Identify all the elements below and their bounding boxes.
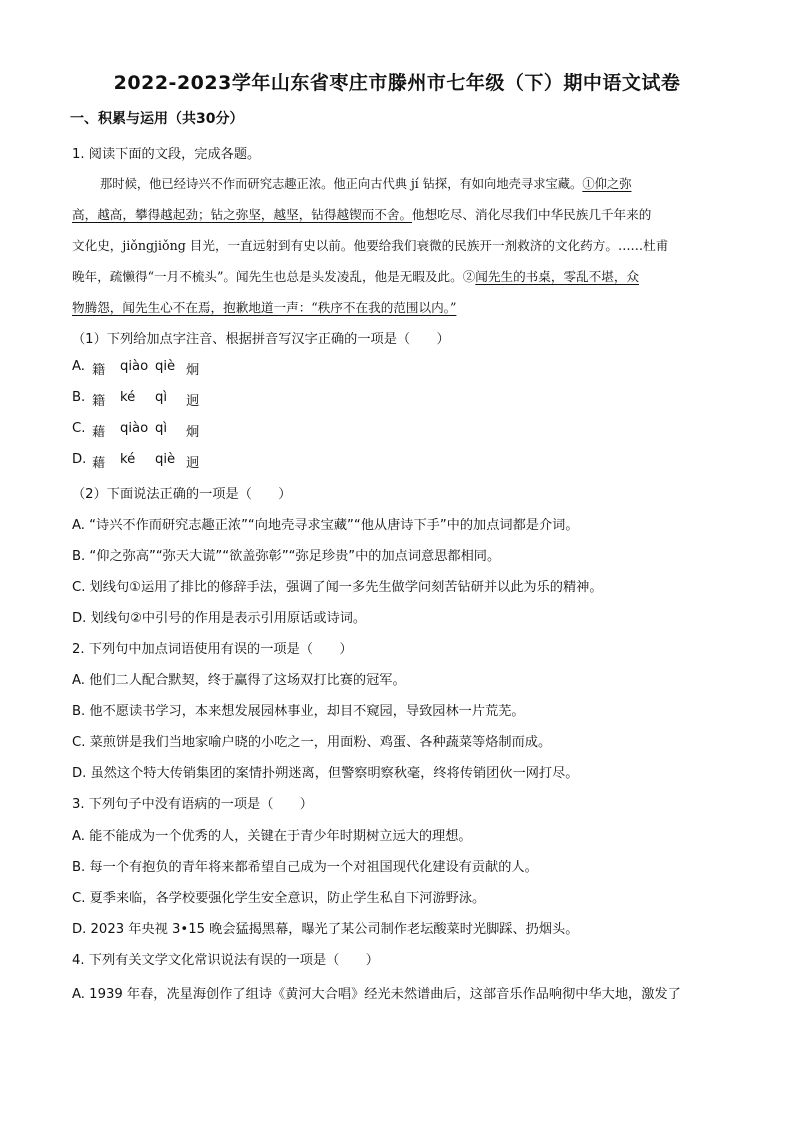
option-item: qì — [155, 390, 168, 405]
question-4-stem: 4. 下列有关文学文化常识说法有误的一项是（ ） — [72, 953, 379, 968]
option-letter: C. — [72, 421, 86, 436]
option-item: 迥 — [186, 394, 200, 409]
q2-option-b: B. 他不愿读书学习，本来想发展园林事业，却目不窥园，导致园林一片荒芜。 — [72, 704, 525, 719]
page-title: 2022-2023学年山东省枣庄市滕州市七年级（下）期中语文试卷 — [113, 72, 681, 94]
sub2-option-c: C. 划线句①运用了排比的修辞手法，强调了闻一多先生做学问刻苦钻研并以此为乐的精神。 — [72, 580, 603, 595]
option-item: qì — [155, 421, 168, 436]
underlined-sentence-1-cont: 高，越高，攀得越起劲；钻之弥坚，越坚，钻得越锲而不舍。 — [72, 207, 413, 222]
underlined-sentence-2-cont: 物腾怨，闻先生心不在焉，抱歉地道一声：“秩序不在我的范围以内。” — [72, 300, 457, 315]
option-letter: B. — [72, 390, 86, 405]
section-heading: 一、积累与运用（共30分） — [70, 111, 244, 127]
option-item: 炯 — [186, 425, 200, 440]
q2-option-a: A. 他们二人配合默契，终于赢得了这场双打比赛的冠军。 — [72, 673, 406, 688]
q4-option-a: A. 1939 年春，冼星海创作了组诗《黄河大合唱》经光未然谱曲后，这部音乐作品响彻中华大地，激发了 — [72, 987, 681, 1002]
passage-text: 那时候，他已经诗兴不作而研究志趣正浓。他正向古代典 jí 钻探，有如向地壳寻求宝藏。 — [100, 176, 583, 191]
sub2-option-d: D. 划线句②中引号的作用是表示引用原话或诗词。 — [72, 611, 367, 626]
question-3-stem: 3. 下列句子中没有语病的一项是（ ） — [72, 797, 313, 812]
passage-line-4 — [72, 266, 722, 285]
passage-line-1 — [100, 173, 734, 192]
q3-option-c: C. 夏季来临，各学校要强化学生安全意识，防止学生私自下河游野泳。 — [72, 891, 486, 906]
option-item: ké — [120, 452, 136, 467]
underlined-sentence-2: 闻先生的书桌，零乱不堪，众 — [475, 269, 640, 284]
passage-line-5 — [72, 297, 722, 316]
sub2-option-a: A. “诗兴不作而研究志趣正浓”“向地壳寻求宝藏”“他从唐诗下手”中的加点词都是介词。 — [72, 518, 579, 533]
option-item: 藉 — [92, 425, 106, 440]
option-item: qiè — [155, 359, 176, 374]
sub-question-1-stem: （1）下列给加点字注音、根据拼音写汉字正确的一项是（ ） — [72, 332, 450, 347]
option-item: 籍 — [92, 394, 106, 409]
option-letter: D. — [72, 452, 87, 467]
option-item: qiè — [155, 452, 176, 467]
option-item: 藉 — [92, 456, 106, 471]
q2-option-d: D. 虽然这个特大传销集团的案情扑朔迷离，但警察明察秋毫，终将传销团伙一网打尽。 — [72, 766, 579, 781]
option-item: 籍 — [92, 363, 106, 378]
passage-line-2 — [72, 204, 722, 223]
option-item: qiào — [120, 359, 149, 374]
question-1-stem: 1. 阅读下面的文段，完成各题。 — [72, 147, 261, 162]
underlined-sentence-1: ①仰之弥 — [582, 176, 632, 191]
sub2-option-b: B. “仰之弥高”“弥天大谎”“欲盖弥彰”“弥足珍贵”中的加点词意思都相同。 — [72, 549, 501, 564]
question-2-stem: 2. 下列句中加点词语使用有误的一项是（ ） — [72, 642, 353, 657]
q3-option-a: A. 能不能成为一个优秀的人，关键在于青少年时期树立远大的理想。 — [72, 829, 472, 844]
q2-option-c: C. 菜煎饼是我们当地家喻户晓的小吃之一，用面粉、鸡蛋、各种蔬菜等烙制而成。 — [72, 735, 552, 750]
q3-option-d: D. 2023 年央视 3•15 晚会猛揭黑幕，曝光了某公司制作老坛酸菜时光脚踩、扔烟头。 — [72, 922, 579, 937]
option-item: ké — [120, 390, 136, 405]
passage-line-3 — [72, 235, 722, 254]
q3-option-b: B. 每一个有抱负的青年将来都希望自己成为一个对祖国现代化建设有贡献的人。 — [72, 860, 538, 875]
option-letter: A. — [72, 359, 85, 374]
passage-text: 文化史，jiǒngjiǒng 目光，一直远射到有史以前。他要给我们衰微的民族开一剂救济的文化药方。……杜甫 — [72, 238, 669, 253]
option-item: 炯 — [186, 363, 200, 378]
sub-question-2-stem: （2）下面说法正确的一项是（ ） — [72, 487, 292, 502]
passage-text: 他想吃尽、消化尽我们中华民族几千年来的 — [412, 207, 652, 222]
option-item: 迥 — [186, 456, 200, 471]
option-item: qiào — [120, 421, 149, 436]
passage-text: 晚年，疏懒得“一月不梳头”。闻先生也总是头发凌乱，他是无暇及此。② — [72, 269, 476, 284]
